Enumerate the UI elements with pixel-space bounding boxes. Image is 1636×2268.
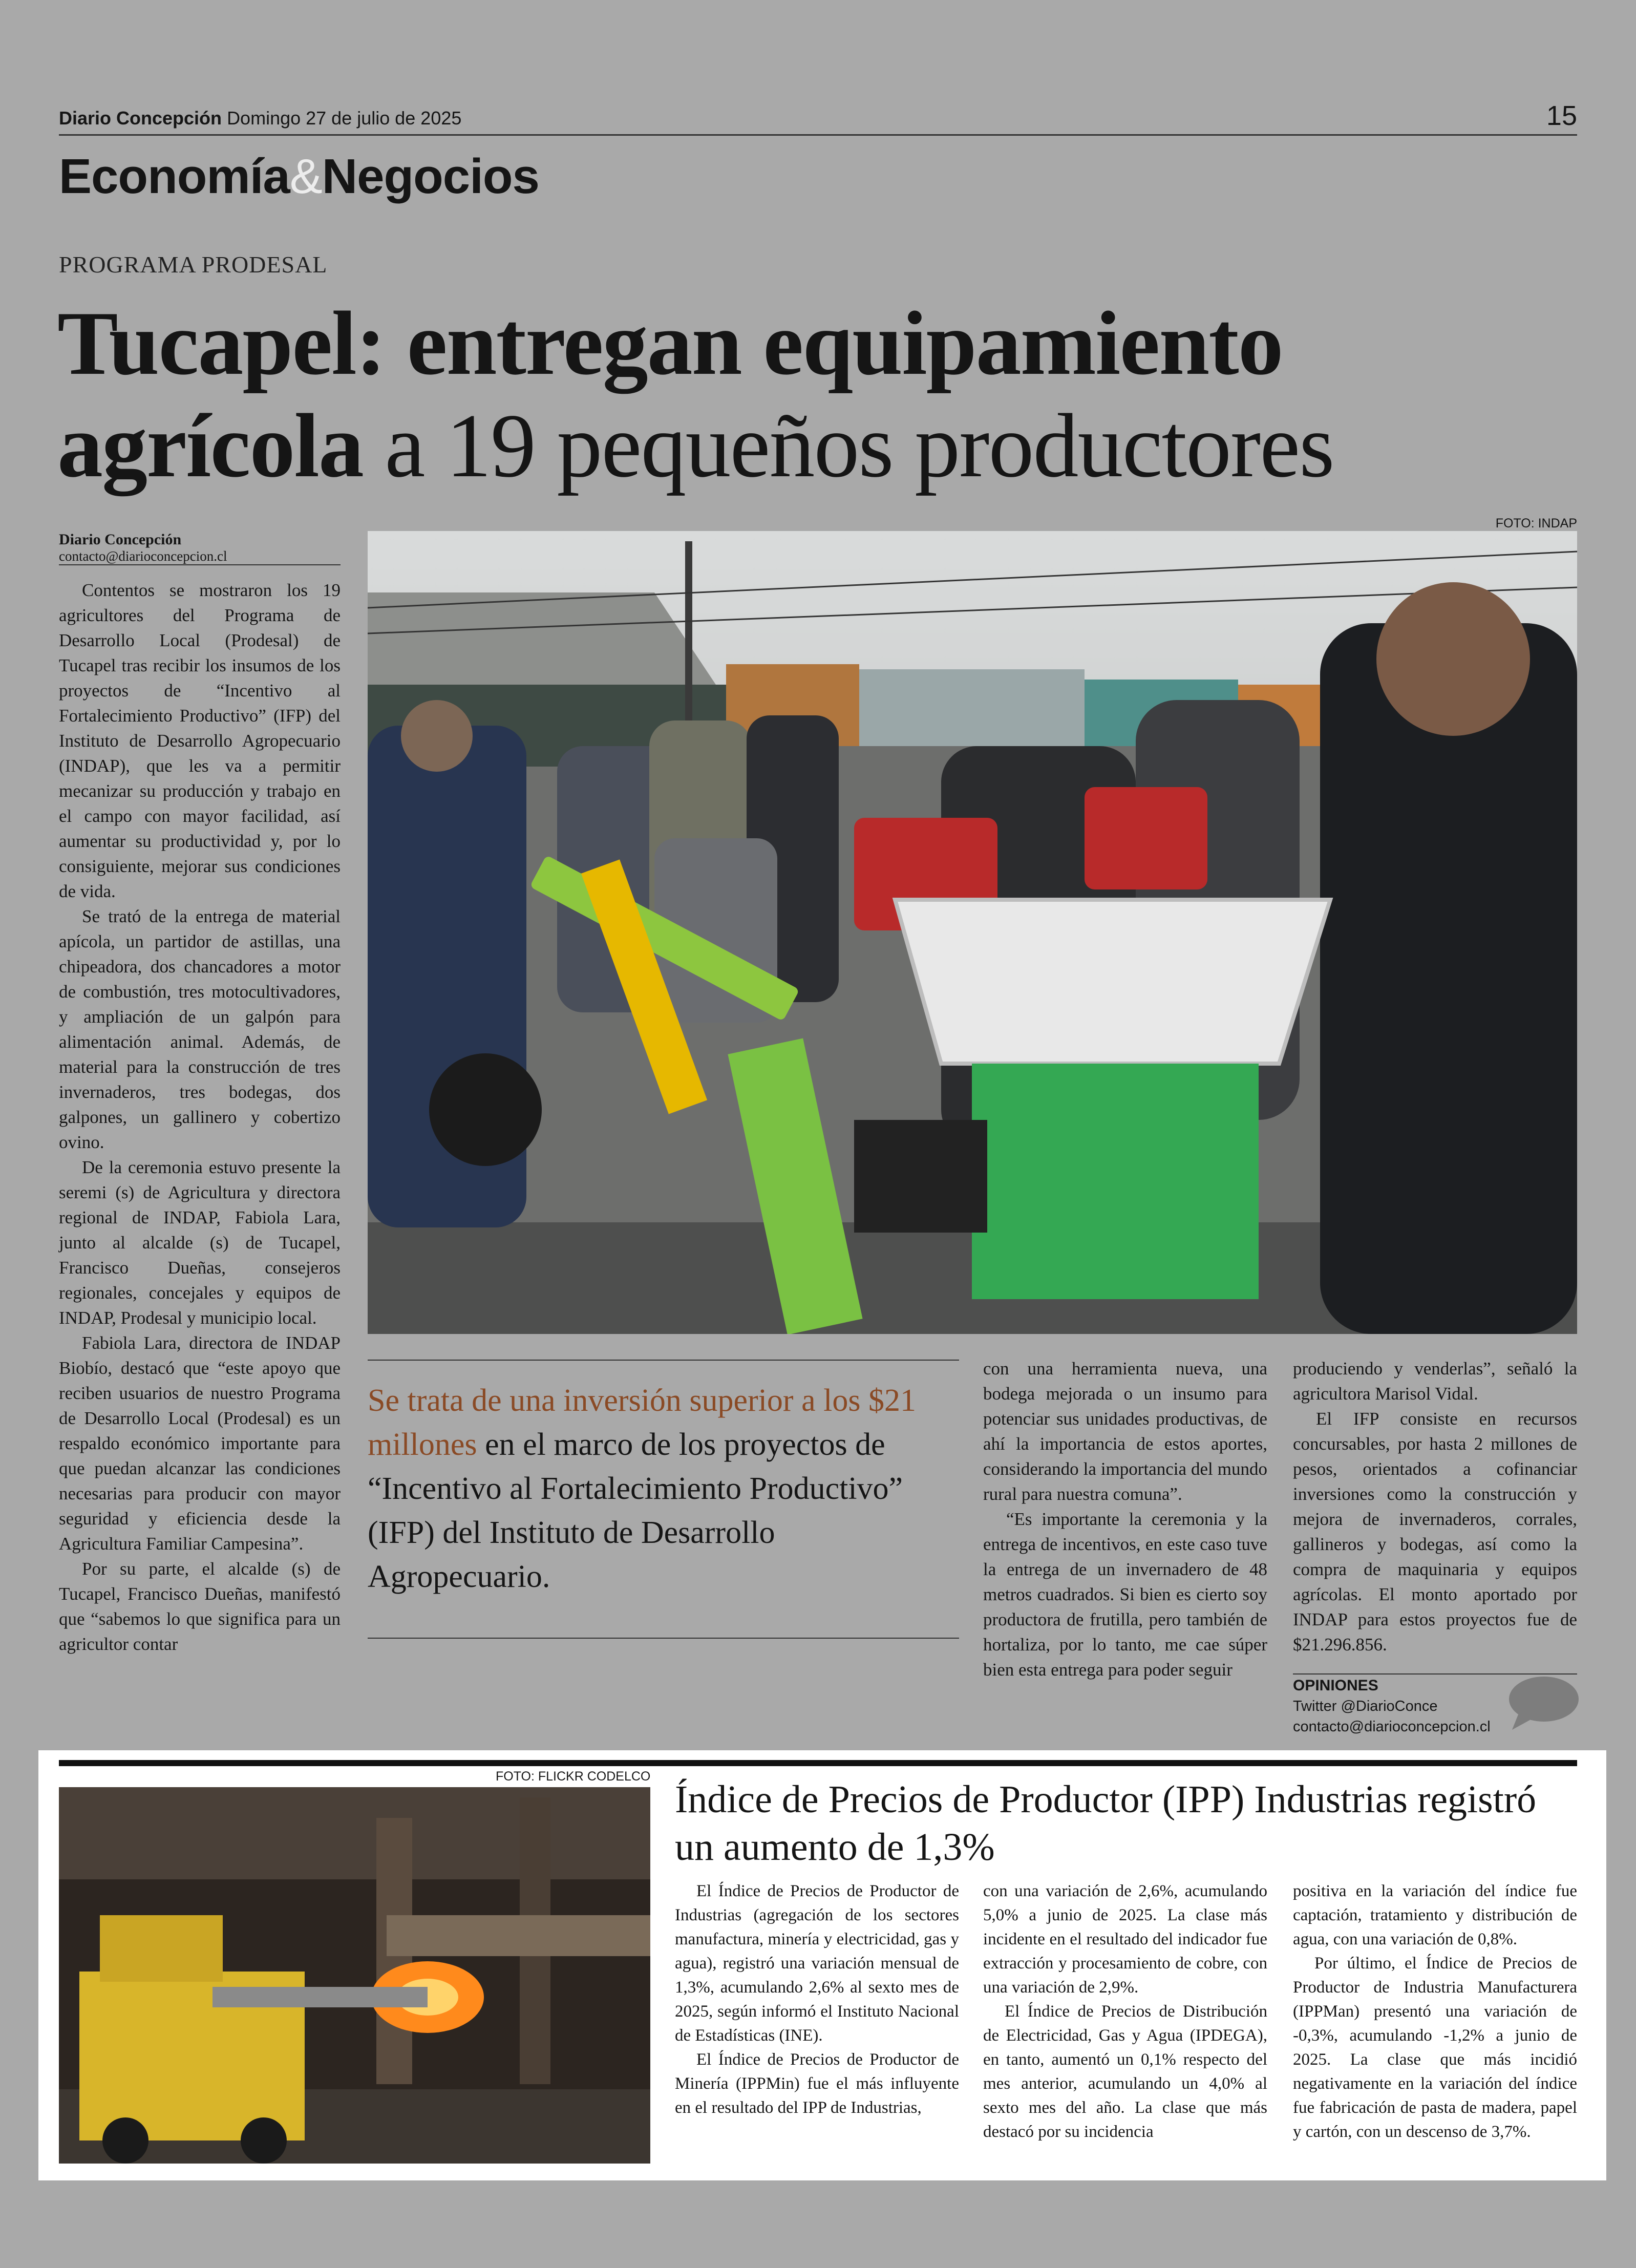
ipp-column-3 bbox=[1293, 1879, 1577, 2144]
article-headline bbox=[57, 292, 1568, 497]
article-column-1 bbox=[59, 578, 341, 1657]
paragraph: produciendo y venderlas”, señaló la agricultora Marisol Vidal. bbox=[1293, 1359, 1577, 1404]
paragraph: Fabiola Lara, directora de INDAP Biobío, destacó que “este apoyo que reciben usuarios de nuestro Programa de Desarrollo Local (Prodesal) es un respaldo económico importante para que puedan alcanzar las condiciones necesarias para producir con mayor seguridad y eficiencia desde la Agricultura Familiar Campesina”. bbox=[59, 1333, 341, 1554]
section-title-ampersand: & bbox=[289, 149, 322, 204]
section-title-part2: Negocios bbox=[322, 149, 539, 204]
pullquote bbox=[368, 1379, 959, 1599]
opinions-twitter: Twitter @DiarioConce bbox=[1293, 1698, 1438, 1714]
ipp-column-2 bbox=[983, 1879, 1267, 2144]
paragraph: Por último, el Índice de Precios de Productor de Industria Manufacturera (IPPMan) presentó una variación de -0,3%, acumulando -1,2% a junio de 2025. La clase que más incidió negativamente en la variación del índice fue fabricación de pasta de madera, papel y cartón, con un descenso de 3,7%. bbox=[1293, 1954, 1577, 2141]
ipp-column-1 bbox=[675, 1879, 959, 2120]
byline-divider bbox=[59, 564, 341, 565]
section-title bbox=[59, 149, 539, 205]
byline-name: Diario Concepción bbox=[59, 531, 182, 548]
main-photo bbox=[368, 531, 1577, 1334]
pullquote-bottom-rule bbox=[368, 1638, 959, 1639]
paragraph: El Índice de Precios de Productor de Industrias (agregación de los sectores manufactura, minería y electricidad, gas y agua), registró una variación mensual de 1,3%, acumulando 2,6% al sexto mes de 2025, según informó el Instituto Nacional de Estadísticas (INE). bbox=[675, 1882, 959, 2045]
ipp-article-top-rule bbox=[59, 1760, 1577, 1766]
opinions-box bbox=[1293, 1676, 1508, 1737]
masthead bbox=[59, 108, 461, 129]
pullquote-highlight: Se trata de una inversión superior a los $21 millones bbox=[368, 1383, 916, 1462]
pullquote-rest: en el marco de los proyectos de “Incentivo al Fortalecimiento Productivo” (IFP) del Instituto de Desarrollo Agropecuario. bbox=[368, 1427, 903, 1594]
paragraph: con una variación de 2,6%, acumulando 5,0% a junio de 2025. La clase más incidente en el resultado del indicador fue extracción y procesamiento de cobre, con una variación de 2,9%. bbox=[983, 1882, 1267, 1997]
opinions-title: OPINIONES bbox=[1293, 1677, 1378, 1694]
article-column-2 bbox=[983, 1356, 1267, 1682]
ipp-photo bbox=[59, 1787, 650, 2164]
pullquote-top-rule bbox=[368, 1360, 959, 1361]
paragraph: Por su parte, el alcalde (s) de Tucapel, Francisco Dueñas, manifestó que “sabemos lo que significa para un agricultor contar bbox=[59, 1559, 341, 1654]
paragraph: De la ceremonia estuvo presente la seremi (s) de Agricultura y directora regional de INDAP, Fabiola Lara, junto al alcalde (s) de Tucapel, Francisco Dueñas, consejeros regionales, concejales y equipos de INDAP, Prodesal y municipio local. bbox=[59, 1157, 341, 1328]
opinions-email: contacto@diarioconcepcion.cl bbox=[1293, 1719, 1491, 1735]
article-column-3 bbox=[1293, 1356, 1577, 1657]
publication-name: Diario Concepción bbox=[59, 108, 222, 129]
page-number: 15 bbox=[1546, 100, 1577, 131]
header-divider bbox=[59, 134, 1577, 136]
paragraph: “Es importante la ceremonia y la entrega de incentivos, en este caso tuve la entrega de un invernadero de 48 metros cuadrados. Si bien es cierto soy productora de frutilla, pero también de hortaliza, por lo tanto, me cae súper bien esta entrega para poder seguir bbox=[983, 1509, 1267, 1680]
paragraph: con una herramienta nueva, una bodega mejorada o un insumo para potenciar sus unidades productivas, de ahí la importancia de estos aportes, considerando la importancia del mundo rural para nuestra comuna”. bbox=[983, 1359, 1267, 1504]
publication-date: Domingo 27 de julio de 2025 bbox=[227, 108, 462, 129]
section-title-part1: Economía bbox=[59, 149, 290, 204]
paragraph: El Índice de Precios de Productor de Minería (IPPMin) fue el más influyente en el resultado del IPP de Industrias, bbox=[675, 2050, 959, 2117]
headline-bold: Tucapel: entregan equipamiento agrícola bbox=[57, 292, 1283, 496]
headline-regular: a 19 pequeños productores bbox=[363, 395, 1334, 496]
photo-credit: FOTO: INDAP bbox=[1495, 516, 1577, 531]
paragraph: El Índice de Precios de Distribución de Electricidad, Gas y Agua (IPDEGA), en tanto, aumentó un 0,1% respecto del mes anterior, acumulando un 4,0% al sexto mes del año. La clase que más destacó por su incidencia bbox=[983, 2002, 1267, 2141]
byline bbox=[59, 531, 341, 564]
ipp-headline: Índice de Precios de Productor (IPP) Industrias registró un aumento de 1,3% bbox=[675, 1778, 1537, 1869]
paragraph: Contentos se mostraron los 19 agricultores del Programa de Desarrollo Local (Prodesal) de Tucapel tras recibir los insumos de los proyectos de “Incentivo al Fortalecimiento Productivo” (IFP) del Instituto de Desarrollo Agropecuario (INDAP), que les va a permitir mecanizar su producción y trabajo en el campo con mayor facilidad, así aumentar su productividad y, por lo consiguiente, mejorar sus condiciones de vida. bbox=[59, 580, 341, 901]
article-kicker: PROGRAMA PRODESAL bbox=[59, 251, 328, 278]
ipp-photo-credit: FOTO: FLICKR CODELCO bbox=[496, 1769, 651, 1784]
paragraph: positiva en la variación del índice fue captación, tratamiento y distribución de agua, con una variación de 0,8%. bbox=[1293, 1882, 1577, 1948]
byline-email: contacto@diarioconcepcion.cl bbox=[59, 548, 227, 564]
paragraph: El IFP consiste en recursos concursables, por hasta 2 millones de pesos, orientados a cofinanciar inversiones como la construcción y mejora de invernaderos, corrales, gallineros y bodegas, así como la compra de maquinaria y equipos agrícolas. El monto aportado por INDAP para estos proyectos fue de $21.296.856. bbox=[1293, 1409, 1577, 1655]
paragraph: Se trató de la entrega de material apícola, un partidor de astillas, una chipeadora, dos chancadores a motor de combustión, tres motocultivadores, y ampliación de un galpón para alimentación animal. Además, de material para la construcción de tres invernaderos, tres bodegas, dos galpones, un gallinero y cobertizo ovino. bbox=[59, 906, 341, 1152]
speech-bubble-icon bbox=[1503, 1674, 1580, 1731]
